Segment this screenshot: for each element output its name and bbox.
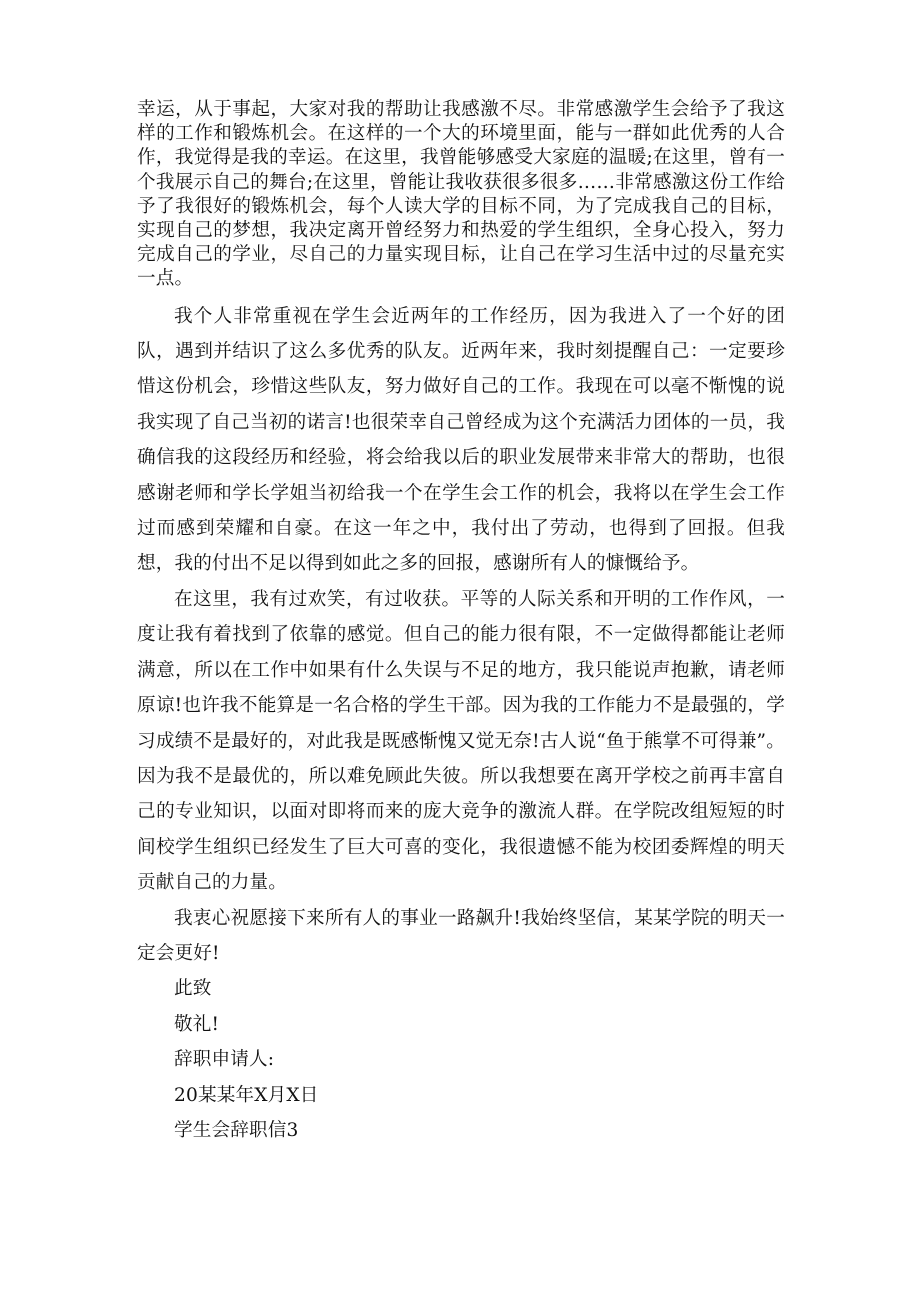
letter-paragraph-3: 在这里，我有过欢笑，有过收获。平等的人际关系和开明的工作作风，一度让我有着找到了依靠的感觉。但自己的能力很有限，不一定做得都能让老师满意，所以在工作中如果有什么失误与不足的地方，我只能说声抱歉，请老师原谅!也许我不能算是一名合格的学生干部。因为我的工作能力不是最强的，学习成绩不是最好的，对此我是既感惭愧又觉无奈!古人说“鱼于熊掌不可得兼”。因为我不是最优的，所以难免顾此失彼。所以我想要在离开学校之前再丰富自己的专业知识，以面对即将而来的庞大竞争的激流人群。在学院改组短短的时间校学生组织已经发生了巨大可喜的变化，我很遗憾不能为校团委辉煌的明天贡献自己的力量。 xyxy=(137,588,785,894)
letter-closing: 此致 xyxy=(174,978,212,1000)
letter-paragraph-4: 我衷心祝愿接下来所有人的事业一路飙升!我始终坚信，某某学院的明天一定会更好! xyxy=(137,907,785,964)
letter-paragraph-1: 幸运，从于事起，大家对我的帮助让我感激不尽。非常感激学生会给予了我这样的工作和锻炼机会。在这样的一个大的环境里面，能与一群如此优秀的人合作，我觉得是我的幸运。在这里，我曾能够感受大家庭的温暖;在这里，曾有一个我展示自己的舞台;在这里，曾能让我收获很多很多……非常感激这份工作给予了我很好的锻炼机会，每个人读大学的目标不同，为了完成我自己的目标，实现自己的梦想，我决定离开曾经努力和热爱的学生组织，全身心投入，努力完成自己的学业，尽自己的力量实现目标，让自己在学习生活中过的尽量充实一点。 xyxy=(137,99,785,290)
signature-label: 辞职申请人: xyxy=(174,1049,275,1071)
letter-body xyxy=(137,98,785,1148)
next-section-title: 学生会辞职信3 xyxy=(174,1119,299,1141)
letter-salute: 敬礼! xyxy=(174,1013,220,1035)
letter-date: 20某某年X月X日 xyxy=(174,1084,319,1106)
letter-paragraph-2: 我个人非常重视在学生会近两年的工作经历，因为我进入了一个好的团队，遇到并结识了这么多优秀的队友。近两年来，我时刻提醒自己：一定要珍惜这份机会，珍惜这些队友，努力做好自己的工作。我现在可以毫不惭愧的说我实现了自己当初的诺言!也很荣幸自己曾经成为这个充满活力团体的一员，我确信我的这段经历和经验，将会给我以后的职业发展带来非常大的帮助，也很感谢老师和学长学姐当初给我一个在学生会工作的机会，我将以在学生会工作过而感到荣耀和自豪。在这一年之中，我付出了劳动，也得到了回报。但我想，我的付出不足以得到如此之多的回报，感谢所有人的慷慨给予。 xyxy=(137,305,785,575)
